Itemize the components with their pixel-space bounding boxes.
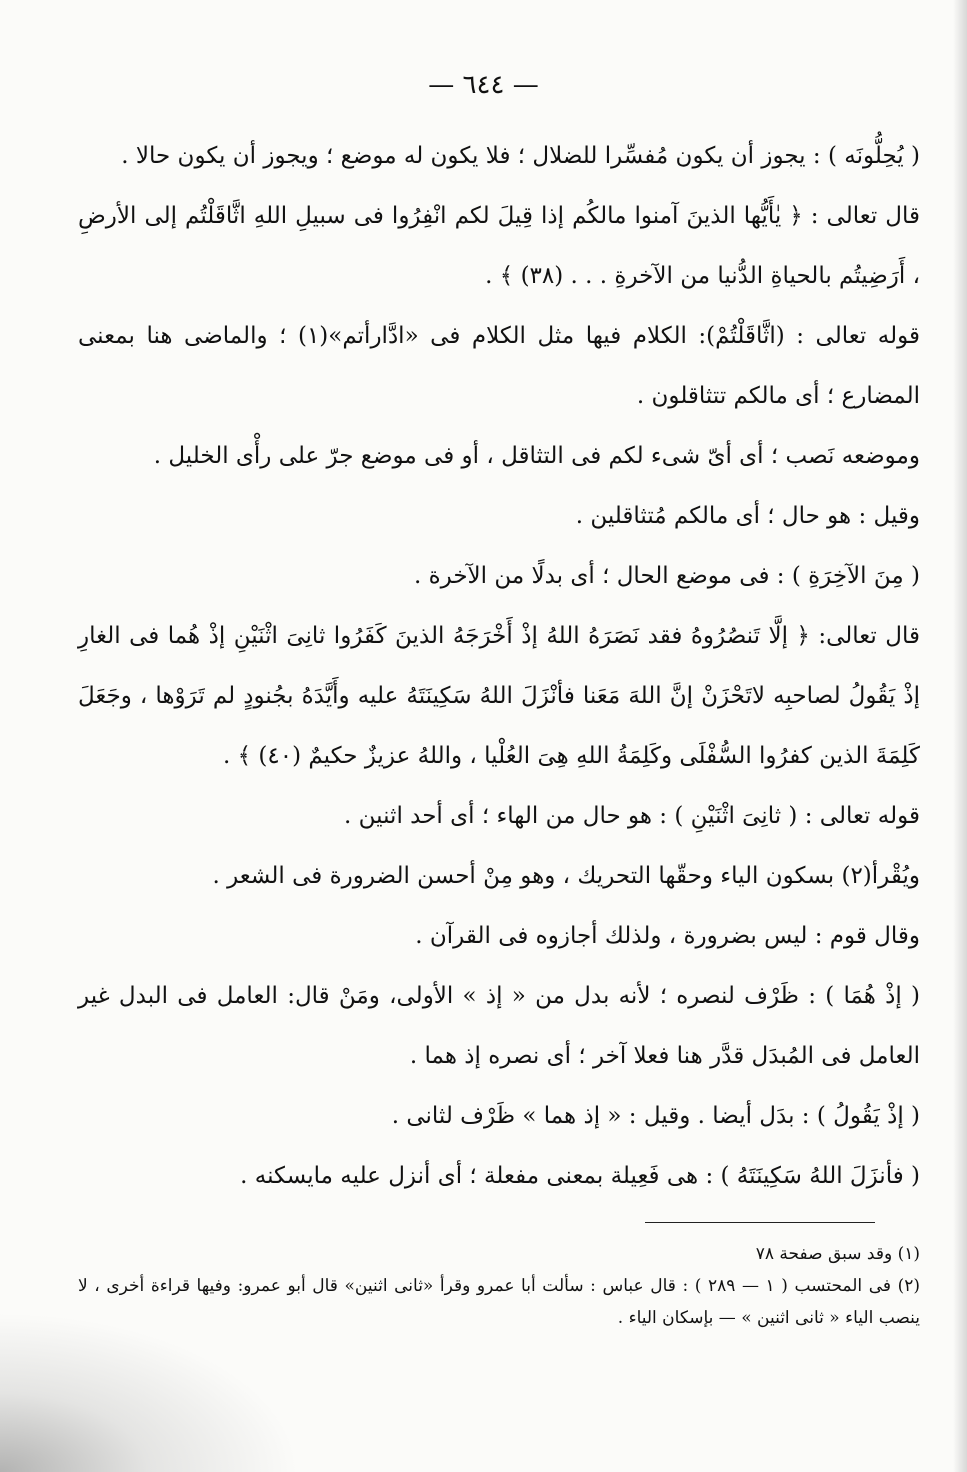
footnotes xyxy=(78,1238,920,1334)
paragraph: ( إذْ يَقُولُ ) : بدَل أيضا . وقيل : « إذ هما » ظَرْف لثانى . xyxy=(391,1103,920,1129)
paragraph: قوله تعالى : ( ثانِىَ اثْنَيْنِ ) : هو حال من الهاء ؛ أى أحد اثنين . xyxy=(344,803,920,829)
paragraph: ( يُحِلُّونَه ) : يجوز أن يكون مُفسِّرا للضلال ؛ فلا يكون له موضع ؛ ويجوز أن يكون حالا . xyxy=(121,143,920,169)
paragraph: قال تعالى : ﴿ يٰأَيُّها الذينَ آمنوا مالكُم إذا قِيلَ لكم انْفِرُوا فى سبيلِ اللهِ اثَّاقَلْتُم إلى الأرضِ ، أَرَضِيتُم بالحياةِ الدُّنيا من الآخرةِ . . . (٣٨) ﴾ . xyxy=(78,203,920,289)
paragraph: ( فأنزَلَ اللهُ سَكِينَتَهُ ) : هى فَعِيلة بمعنى مفعلة ؛ أى أنزل عليه مايسكنه . xyxy=(240,1163,920,1189)
page-number: — ٦٤٤ — xyxy=(428,70,539,100)
paragraph: ( مِنَ الآخِرَةِ ) : فى موضع الحال ؛ أى بدلًا من الآخرة . xyxy=(413,563,920,589)
footnote-separator xyxy=(645,1222,875,1223)
scan-shadow-edge xyxy=(953,0,967,1472)
paragraph: ويُقْرأ(٢) بسكون الياء وحقّها التحريك ، وهو مِنْ أحسن الضرورة فى الشعر . xyxy=(212,863,920,889)
paragraph: وموضعه نَصب ؛ أى أىّ شىء لكم فى التثاقل ، أو فى موضع جرّ على رأْى الخليل . xyxy=(153,443,920,469)
paragraph: ( إذْ هُمَا ) : ظَرْف لنصره ؛ لأنه بدل من « إذ » الأولى، ومَنْ قال: العامل فى البدل غير العامل فى المُبدَل قدَّر هنا فعلا آخر ؛ أى نصره إذ هما . xyxy=(78,983,920,1069)
footnote: (٢) فى المحتسب ( ١ — ٢٨٩ ) : قال عباس : سألت أبا عمرو وقرأ «ثانى اثنين» قال أبو عمرو: وفيها قراءة أخرى ، لا ينصب الياء « ثانى اثنين » — بإسكان الياء . xyxy=(78,1276,921,1328)
paragraph: وقيل : هو حال ؛ أى مالكم مُتثاقلين . xyxy=(575,503,920,529)
paragraph: قال تعالى: ﴿ إلَّا تَنصُرُوهُ فقد نَصَرَهُ اللهُ إذْ أَخْرَجَهُ الذينَ كَفَرُوا ثانِىَ اثْنَيْنِ إذْ هُما فى الغارِ إذْ يَقُولُ لصاحبِه لاتَحْزَنْ إنَّ اللهَ مَعَنا فأنْزَلَ اللهُ سَكِينَتَهُ عليه وأَيَّدَهُ بجُنودٍ لم تَرَوْها ، وجَعَلَ كَلِمَةَ الذين كفرُوا السُّفْلَى وكَلِمَةُ اللهِ هِىَ العُلْيا ، واللهُ عزيزٌ حكيمٌ (٤٠) ﴾ . xyxy=(78,623,920,769)
paragraph: قوله تعالى : (اثَّاقَلْتُمْ): الكلام فيها مثل الكلام فى «ادَّارأتم»(١) ؛ والماضى هنا بمعنى المضارع ؛ أى مالكم تتثاقلون . xyxy=(78,323,920,409)
footnote: (١) وقد سبق صفحة ٧٨ xyxy=(755,1244,920,1264)
paragraph: وقال قوم : ليس بضرورة ، ولذلك أجازوه فى القرآن . xyxy=(415,923,920,949)
scan-shadow-corner xyxy=(0,1312,300,1472)
main-text xyxy=(78,126,920,1206)
